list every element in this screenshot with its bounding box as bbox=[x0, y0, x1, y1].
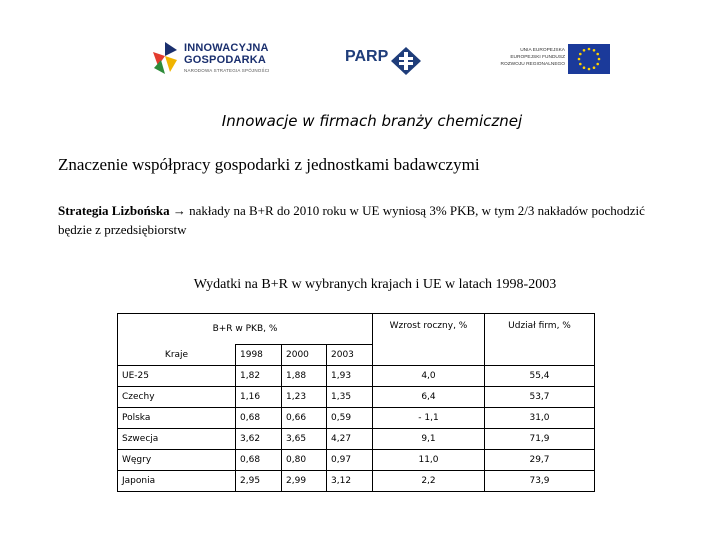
share-cell: 29,7 bbox=[485, 450, 595, 471]
ue-line2: EUROPEJSKI FUNDUSZ bbox=[510, 55, 565, 60]
table-row bbox=[118, 471, 595, 492]
logo-line2: GOSPODARKA bbox=[184, 54, 267, 66]
table-header-row bbox=[118, 314, 595, 345]
value-2000-cell: 0,66 bbox=[282, 408, 327, 429]
growth-cell: 11,0 bbox=[373, 450, 485, 471]
value-1998-cell: 1,82 bbox=[236, 366, 282, 387]
eu-flag-icon bbox=[568, 44, 610, 74]
country-cell: Czechy bbox=[118, 387, 236, 408]
country-cell: Polska bbox=[118, 408, 236, 429]
innowacyjna-gospodarka-logo bbox=[150, 40, 280, 80]
value-2003-cell: 0,59 bbox=[327, 408, 373, 429]
value-2003-cell: 1,93 bbox=[327, 366, 373, 387]
innowacyjna-gospodarka-mark-icon bbox=[150, 40, 180, 76]
growth-cell: 4,0 bbox=[373, 366, 485, 387]
country-cell: Węgry bbox=[118, 450, 236, 471]
table-body bbox=[118, 366, 595, 492]
header-growth: Wzrost roczny, % bbox=[373, 314, 485, 366]
share-cell: 53,7 bbox=[485, 387, 595, 408]
header-year: 2003 bbox=[327, 345, 373, 366]
header-share: Udział firm, % bbox=[485, 314, 595, 366]
country-cell: UE-25 bbox=[118, 366, 236, 387]
share-cell: 55,4 bbox=[485, 366, 595, 387]
header-year: 2000 bbox=[282, 345, 327, 366]
value-2000-cell: 2,99 bbox=[282, 471, 327, 492]
header-year: 1998 bbox=[236, 345, 282, 366]
logo-line3: NARODOWA STRATEGIA SPÓJNOŚCI bbox=[184, 68, 270, 73]
value-2000-cell: 1,88 bbox=[282, 366, 327, 387]
share-cell: 71,9 bbox=[485, 429, 595, 450]
value-2003-cell: 4,27 bbox=[327, 429, 373, 450]
ue-logo bbox=[498, 44, 610, 76]
section-heading: Znaczenie współpracy gospodarki z jednostkami badawczymi bbox=[58, 155, 480, 174]
parp-mark-icon bbox=[390, 46, 422, 76]
value-1998-cell: 1,16 bbox=[236, 387, 282, 408]
growth-cell: - 1,1 bbox=[373, 408, 485, 429]
country-cell: Szwecja bbox=[118, 429, 236, 450]
table-row bbox=[118, 429, 595, 450]
value-2003-cell: 1,35 bbox=[327, 387, 373, 408]
table-row bbox=[118, 366, 595, 387]
growth-cell: 9,1 bbox=[373, 429, 485, 450]
table-caption: Wydatki na B+R w wybranych krajach i UE w latach 1998-2003 bbox=[193, 277, 557, 292]
ue-line1: UNIA EUROPEJSKA bbox=[520, 48, 565, 53]
value-2000-cell: 3,65 bbox=[282, 429, 327, 450]
ue-line3: ROZWOJU REGIONALNEGO bbox=[500, 62, 565, 67]
rd-expenditure-table bbox=[117, 313, 595, 492]
value-1998-cell: 3,62 bbox=[236, 429, 282, 450]
page-title: Innowacje w firmach branży chemicznej bbox=[221, 112, 523, 130]
header-country: Kraje bbox=[118, 345, 236, 366]
value-2000-cell: 1,23 bbox=[282, 387, 327, 408]
country-cell: Japonia bbox=[118, 471, 236, 492]
value-1998-cell: 0,68 bbox=[236, 408, 282, 429]
header-rd-gdp: B+R w PKB, % bbox=[118, 314, 373, 345]
parp-text: PARP bbox=[345, 48, 389, 65]
share-cell: 31,0 bbox=[485, 408, 595, 429]
paragraph-bold: Strategia Lizbońska bbox=[58, 203, 170, 218]
value-2003-cell: 3,12 bbox=[327, 471, 373, 492]
paragraph bbox=[58, 201, 658, 239]
value-2000-cell: 0,80 bbox=[282, 450, 327, 471]
growth-cell: 2,2 bbox=[373, 471, 485, 492]
table-row bbox=[118, 387, 595, 408]
logo-line1: INNOWACYJNA bbox=[184, 42, 269, 54]
value-1998-cell: 0,68 bbox=[236, 450, 282, 471]
paragraph-rest: → nakłady na B+R do 2010 roku w UE wyniosą 3% PKB, w tym 2/3 nakładów pochodzić będzie z przedsiębiorstw bbox=[58, 203, 645, 237]
table-row bbox=[118, 450, 595, 471]
value-2003-cell: 0,97 bbox=[327, 450, 373, 471]
share-cell: 73,9 bbox=[485, 471, 595, 492]
growth-cell: 6,4 bbox=[373, 387, 485, 408]
parp-logo bbox=[345, 46, 425, 76]
table-row bbox=[118, 408, 595, 429]
value-1998-cell: 2,95 bbox=[236, 471, 282, 492]
